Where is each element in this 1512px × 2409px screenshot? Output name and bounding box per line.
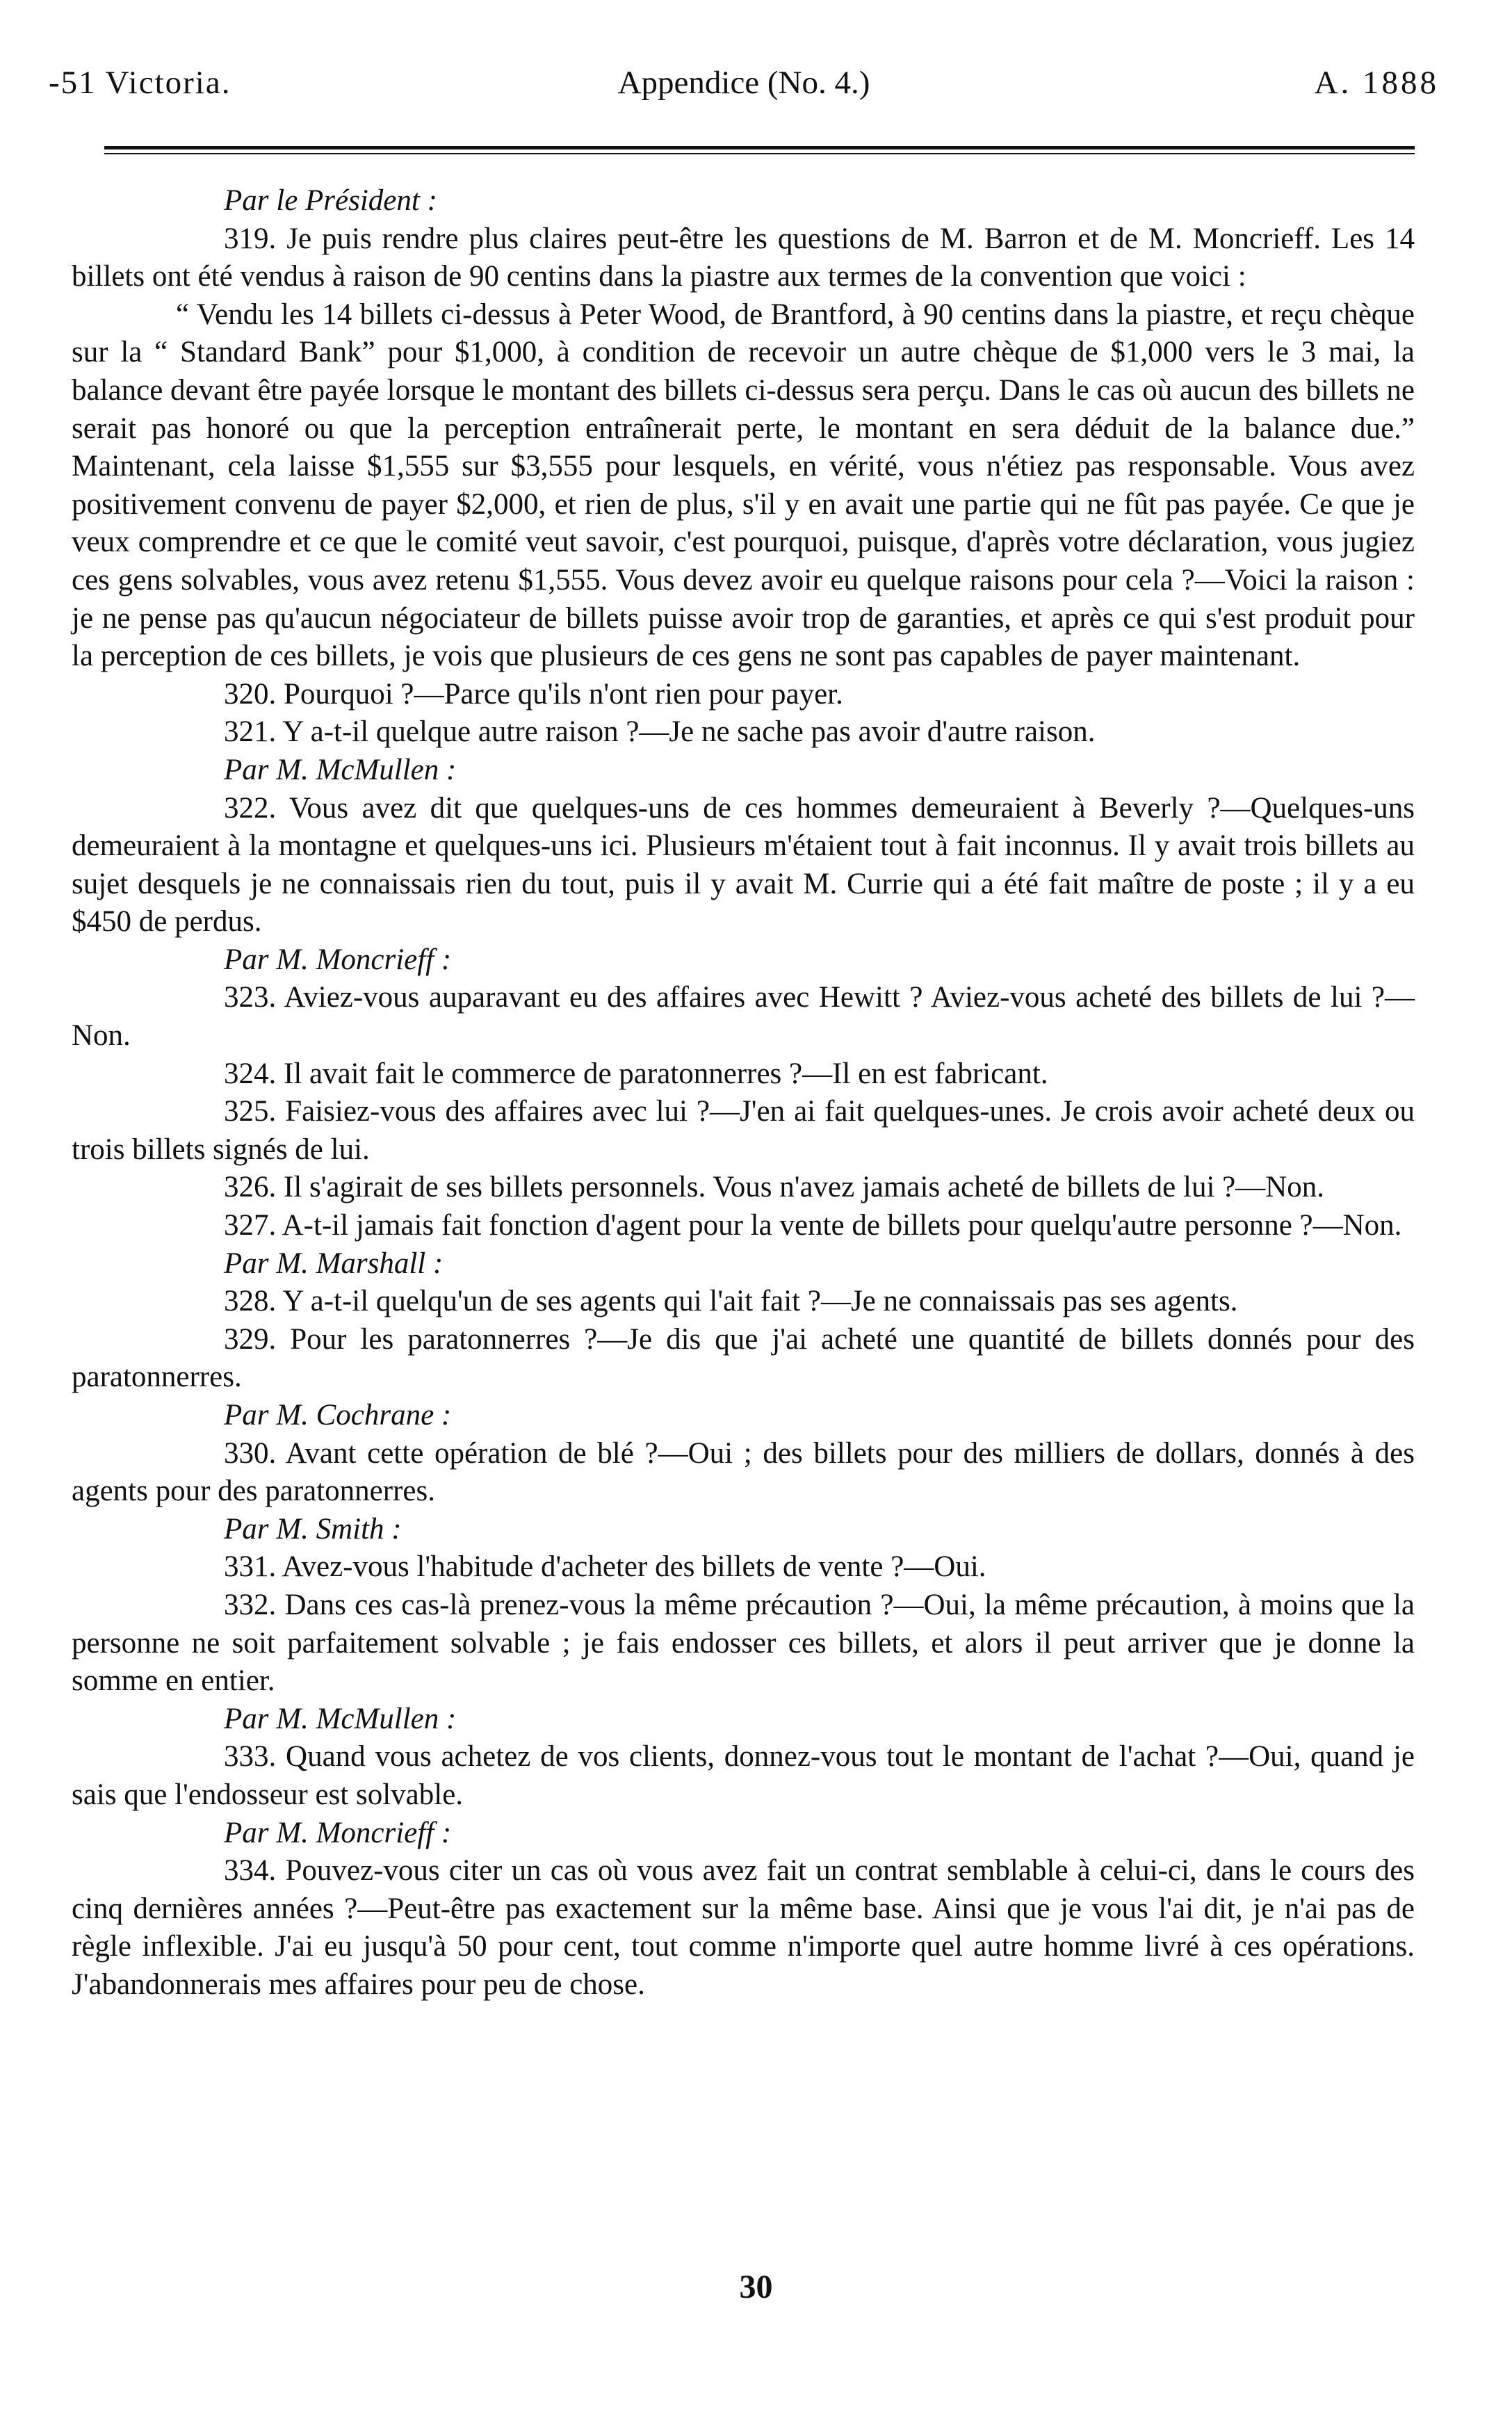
question-paragraph: 324. Il avait fait le commerce de paratonnerres ?—Il en est fabricant. — [224, 1057, 1048, 1090]
question-paragraph: 330. Avant cette opération de blé ?—Oui ; des billets pour des milliers de dollars, donnés à des agents pour des paratonnerres. — [72, 1436, 1415, 1508]
question-paragraph: 321. Y a-t-il quelque autre raison ?—Je ne sache pas avoir d'autre raison. — [224, 715, 1096, 749]
speaker-heading: Par M. Cochrane : — [224, 1399, 452, 1431]
header-session: -51 Victoria. — [49, 65, 231, 101]
header-title: Appendice (No. 4.) — [617, 65, 870, 101]
question-paragraph: 320. Pourquoi ?—Parce qu'ils n'ont rien pour payer. — [224, 677, 843, 711]
header-rule-thin — [104, 153, 1415, 154]
speaker-heading: Par M. Marshall : — [224, 1247, 444, 1280]
question-paragraph: 325. Faisiez-vous des affaires avec lui ?—J'en ai fait quelques-unes. Je crois avoir acheté deux ou trois billets signés de lui. — [72, 1095, 1415, 1166]
question-paragraph: 328. Y a-t-il quelqu'un de ses agents qui l'ait fait ?—Je ne connaissais pas ses agents. — [224, 1285, 1238, 1318]
question-paragraph: 333. Quand vous achetez de vos clients, donnez-vous tout le montant de l'achat ?—Oui, quand je sais que l'endosseur est solvable. — [72, 1740, 1415, 1811]
speaker-heading: Par M. McMullen : — [224, 753, 457, 786]
question-paragraph: 332. Dans ces cas-là prenez-vous la même précaution ?—Oui, la même précaution, à moins que la personne ne soit parfaitement solvable ; je fais endosser ces billets, et alors il peut arriver que je donne la somme en entier. — [72, 1588, 1415, 1698]
header-rule-thick — [104, 146, 1415, 149]
testimony-body — [72, 182, 1415, 2004]
question-paragraph: 326. Il s'agirait de ses billets personnels. Vous n'avez jamais acheté de billets de lui ?—Non. — [224, 1171, 1325, 1204]
speaker-heading: Par M. Moncrieff : — [224, 1816, 452, 1849]
question-paragraph: 319. Je puis rendre plus claires peut-être les questions de M. Barron et de M. Moncrieff. Les 14 billets ont été vendus à raison de 90 centins dans la piastre aux termes de la convention que voici : — [72, 222, 1415, 293]
question-paragraph: 329. Pour les paratonnerres ?—Je dis que j'ai acheté une quantité de billets donnés pour des paratonnerres. — [72, 1322, 1415, 1394]
question-paragraph: 327. A-t-il jamais fait fonction d'agent pour la vente de billets pour quelqu'autre personne ?—Non. — [224, 1209, 1402, 1242]
speaker-heading: Par M. McMullen : — [224, 1702, 457, 1735]
question-paragraph: 331. Avez-vous l'habitude d'acheter des billets de vente ?—Oui. — [224, 1550, 986, 1584]
question-paragraph: 323. Aviez-vous auparavant eu des affaires avec Hewitt ? Aviez-vous acheté des billets de lui ?—Non. — [72, 981, 1415, 1053]
question-paragraph: 322. Vous avez dit que quelques-uns de ces hommes demeuraient à Beverly ?—Quelques-uns demeuraient à la montagne et quelques-uns ici. Plusieurs m'étaient tout à fait inconnus. Il y avait trois billets au sujet desquels je ne connaissais rien du tout, puis il y avait M. Currie qui a été fait maître de poste ; il y a eu $450 de perdus. — [72, 791, 1415, 939]
speaker-heading: Par M. Smith : — [224, 1512, 402, 1546]
speaker-heading: Par le Président : — [224, 184, 437, 217]
page-number: 30 — [739, 2269, 773, 2305]
quoted-agreement-paragraph: “ Vendu les 14 billets ci-dessus à Peter Wood, de Brantford, à 90 centins dans la piastre, et reçu chèque sur la “ Standard Bank” pour $1,000, à condition de recevoir un autre chèque de $1,000 vers le 3 mai, la balance devant être payée lorsque le montant des billets ci-dessus sera perçu. Dans le cas où aucun des billets ne serait pas honoré ou que la perception entraînerait perte, le montant en sera déduit de la balance due.” Maintenant, cela laisse $1,555 sur $3,555 pour lesquels, en vérité, vous n'étiez pas responsable. Vous avez positivement convenu de payer $2,000, et rien de plus, s'il y en avait une partie qui ne fût pas payée. Ce que je veux comprendre et ce que le comité veut savoir, c'est pourquoi, puisque, d'après votre déclaration, vous jugiez ces gens solvables, vous avez retenu $1,555. Vous devez avoir eu quelque raisons pour cela ?—Voici la raison : je ne pense pas qu'aucun négociateur de billets puisse avoir trop de garanties, et après ce qui s'est produit pour la perception de ces billets, je vois que plusieurs de ces gens ne sont pas capables de payer maintenant. — [72, 298, 1415, 673]
page-header — [49, 64, 1439, 120]
speaker-heading: Par M. Moncrieff : — [224, 943, 452, 976]
header-year: A. 1888 — [1314, 65, 1439, 101]
question-paragraph: 334. Pouvez-vous citer un cas où vous avez fait un contrat semblable à celui-ci, dans le cours des cinq dernières années ?—Peut-être pas exactement sur la même base. Ainsi que je vous l'ai dit, je n'ai pas de règle inflexible. J'ai eu jusqu'à 50 pour cent, tout comme n'importe quel autre homme livré à ces opérations. J'abandonnerais mes affaires pour peu de chose. — [72, 1854, 1415, 2001]
